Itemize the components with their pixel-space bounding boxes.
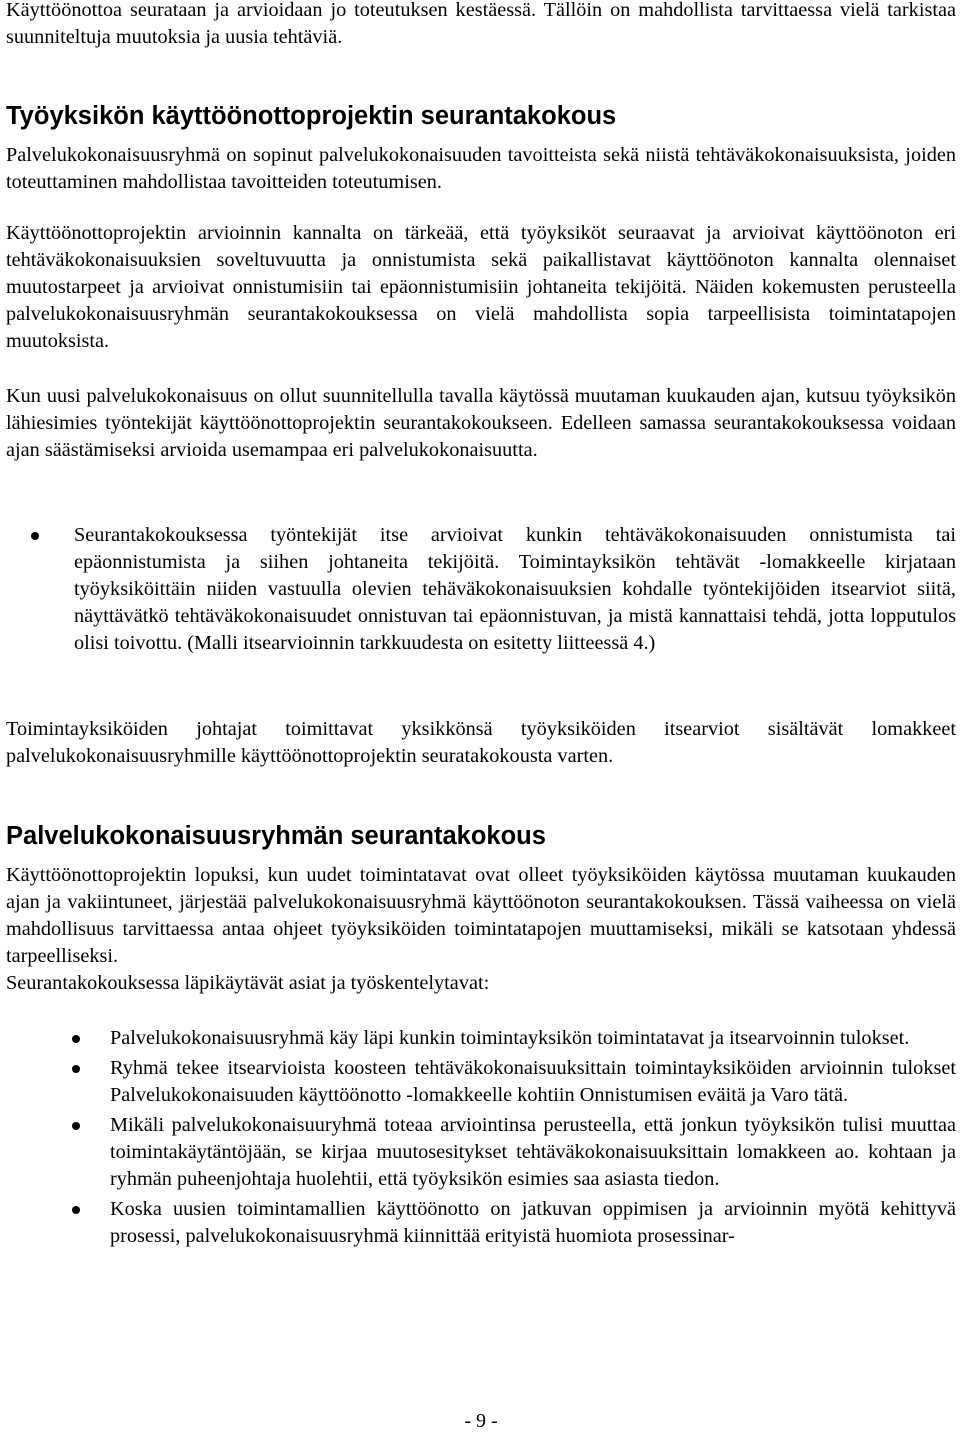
section-1-paragraph-4-block — [6, 716, 956, 770]
list-item-text: Koska uusien toimintamallien käyttöönotto on jatkuvan oppimisen ja arvioinnin myötä kehittyvä prosessi, palvelukokonaisuusryhmä kiinnittää erityistä huomiota prosessinar- — [110, 1198, 956, 1247]
section-1-paragraph-3-block — [6, 383, 956, 464]
list-item — [6, 1055, 956, 1109]
intro-paragraph: Käyttöönottoa seurataan ja arvioidaan jo toteutuksen kestäessä. Tällöin on mahdollista tarvittaessa vielä tarkistaa suunniteltuja muutoksia ja uusia tehtäviä. — [6, 0, 956, 48]
list-item — [6, 1112, 956, 1193]
section-1-paragraph-1-block — [6, 142, 956, 196]
list-item-text: Mikäli palvelukokonaisuuryhmä toteaa arviointinsa perusteella, että jonkun työyksikön tulisi muuttaa toimintakäytäntöjään, se kirjaa muutosesitykset tehtäväkokonaisuuksittain lomakkeen ao. kohtaan ja ryhmän puheenjohtaja huolehtii, että työyksikön esimies saa asiasta tiedon. — [110, 1114, 956, 1190]
section-2-heading: Palvelukokonaisuusryhmän seurantakokous — [6, 822, 546, 850]
section-2-paragraph-2-block — [6, 970, 956, 997]
section-2-paragraph-1: Käyttöönottoprojektin lopuksi, kun uudet toimintatavat ovat olleet työyksiköiden käytössa muutaman kuukauden ajan ja vakiintuneet, järjestää palvelukokonaisuusryhmä käyttöönoton seurantakokouksen. Tässä vaiheessa on vielä mahdollisuus tarvittaessa antaa ohjeet työyksiköiden toimintatapojen muuttamiseksi, mikäli se katsotaan yhdessä tarpeelliseksi. — [6, 864, 956, 967]
section-2-paragraph-2: Seurantakokouksessa läpikäytävät asiat ja työskentelytavat: — [6, 972, 490, 994]
page-number: - 9 - — [464, 1410, 498, 1432]
section-2-paragraph-1-block — [6, 862, 956, 970]
intro-block — [6, 0, 956, 51]
list-item — [6, 1025, 956, 1052]
section-1-bullet-list-block — [6, 522, 956, 657]
section-1-paragraph-4: Toimintayksiköiden johtajat toimittavat yksikkönsä työyksiköiden itsearviot sisältävät lomakkeet palvelukokonaisuusryhmille käyttöönottoprojektin seuratakokousta varten. — [6, 718, 956, 767]
list-item — [6, 1196, 956, 1250]
section-1 — [6, 100, 956, 132]
bullet-icon — [72, 1206, 80, 1214]
list-item-text: Ryhmä tekee itsearvioista koosteen tehtäväkokonaisuuksittain toimintayksiköiden arvioinnin tulokset Palvelukokonaisuuden käyttöönotto -lomakkeelle kohtiin Onnistumisen eväitä ja Varo tätä. — [110, 1057, 956, 1106]
section-1-bullet-list — [6, 522, 956, 657]
bullet-icon — [31, 532, 39, 540]
bullet-icon — [72, 1122, 80, 1130]
section-2-bullet-list-block — [6, 1025, 956, 1250]
bullet-icon — [72, 1035, 80, 1043]
section-1-paragraph-3: Kun uusi palvelukokonaisuus on ollut suunnitellulla tavalla käytössä muutaman kuukauden ajan, kutsuu työyksikön lähiesimies työntekijät käyttöönottoprojektin seurantakokoukseen. Edelleen samassa seurantakokouksessa voidaan ajan säästämiseksi arvioida usemampaa eri palvelukokonaisuutta. — [6, 385, 956, 461]
section-2-bullet-list — [6, 1025, 956, 1250]
section-1-heading: Työyksikön käyttöönottoprojektin seurantakokous — [6, 102, 617, 130]
list-item-text: Seurantakokouksessa työntekijät itse arvioivat kunkin tehtäväkokonaisuuden onnistumista tai epäonnistumista ja siihen johtaneita tekijöitä. Toimintayksikön tehtävät -lomakkeelle kirjataan työyksiköittäin niiden vastuulla olevien tehäväkokonaisuuksien kohdalle työntekijöiden itsearviot siitä, näyttävätkö tehtäväkokonaisuudet onnistuvan tai epäonnistuvan, ja mistä kannattaisi tehdä, jotta lopputulos olisi toivottu. (Malli itsearvioinnin tarkkuudesta on esitetty liitteessä 4.) — [74, 524, 956, 654]
section-2 — [6, 820, 956, 852]
document-page — [6, 0, 956, 1432]
bullet-icon — [72, 1065, 80, 1073]
section-1-paragraph-2-block — [6, 220, 956, 355]
section-1-paragraph-2: Käyttöönottoprojektin arvioinnin kannalta on tärkeää, että työyksiköt seuraavat ja arvioivat käyttöönoton eri tehtäväkokonaisuuksien soveltuvuutta ja onnistumista sekä paikallistavat käyttöönoton kannalta olennaiset muutostarpeet ja arvioivat onnistumisiin tai epäonnistumisiin johtaneita tekijöitä. Näiden kokemusten perusteella palvelukokonaisuusryhmän seurantakokouksessa on vielä mahdollista sopia tarpeellisista toimintatapojen muutoksista. — [6, 222, 956, 352]
list-item — [6, 522, 956, 657]
list-item-text: Palvelukokonaisuusryhmä käy läpi kunkin toimintayksikön toimintatavat ja itsearvoinnin tulokset. — [110, 1027, 910, 1049]
section-1-paragraph-1: Palvelukokonaisuusryhmä on sopinut palvelukokonaisuuden tavoitteista sekä niistä tehtäväkokonaisuuksista, joiden toteuttaminen mahdollistaa tavoitteiden toteutumisen. — [6, 144, 956, 193]
